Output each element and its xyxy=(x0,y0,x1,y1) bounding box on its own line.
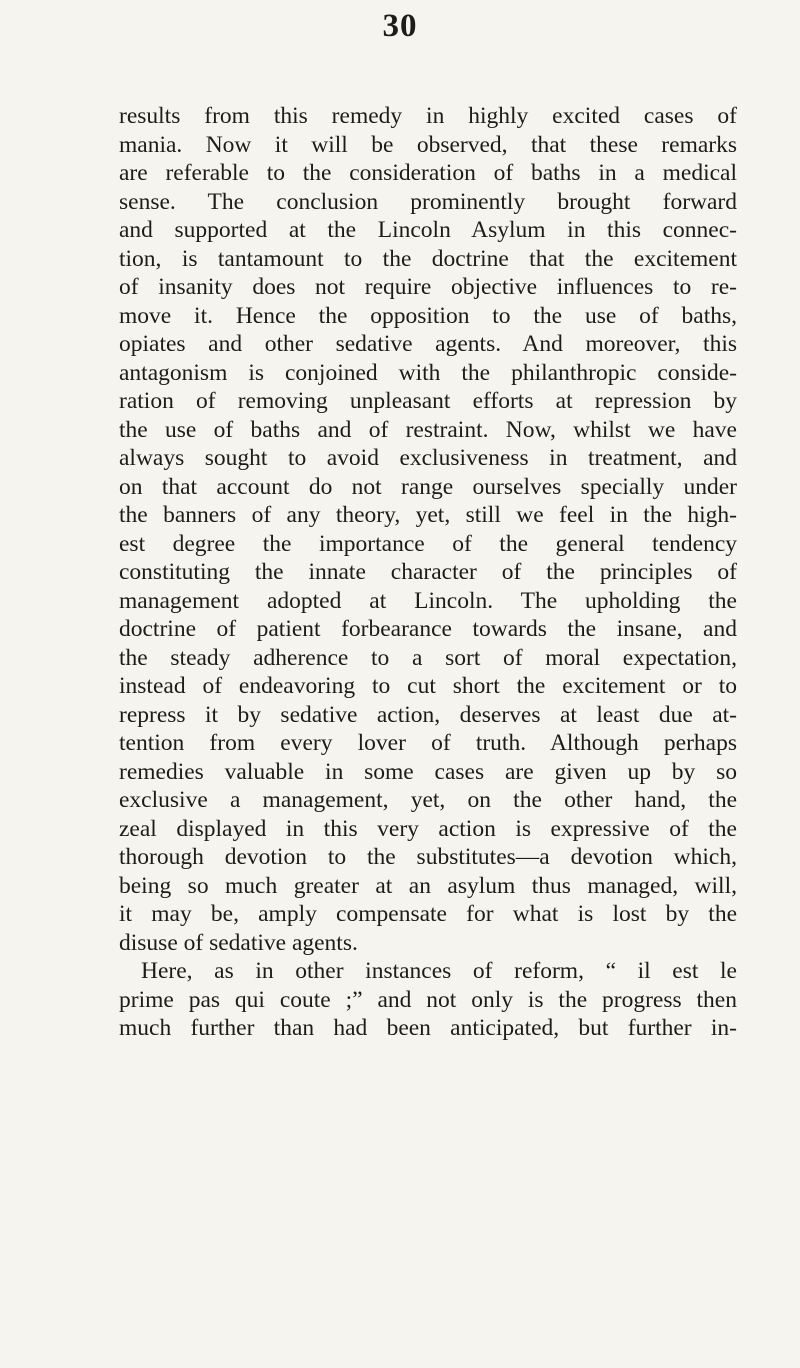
text-line: it may be, amply compensate for what is lost by the xyxy=(119,901,737,927)
text-line: est degree the importance of the general tendency xyxy=(119,530,737,557)
text-line: ration of removing unpleasant efforts at repression by xyxy=(119,388,737,414)
text-line: mania. Now it will be observed, that these remarks xyxy=(119,131,737,158)
text-line: thorough devotion to the substitutes—a devotion which, xyxy=(119,844,737,870)
text-line: being so much greater at an asylum thus managed, will, xyxy=(119,872,737,899)
body-text xyxy=(119,102,737,1043)
text-line: exclusive a management, yet, on the other hand, the xyxy=(119,787,737,813)
text-line: and supported at the Lincoln Asylum in this connec- xyxy=(119,217,737,243)
text-line: move it. Hence the opposition to the use of baths, xyxy=(119,302,737,329)
text-line: the use of baths and of restraint. Now, whilst we have xyxy=(119,416,737,443)
text-line: always sought to avoid exclusiveness in treatment, and xyxy=(119,445,737,471)
paragraph-start-line: Here, as in other instances of reform, “ il est le xyxy=(141,958,737,984)
text-line: instead of endeavoring to cut short the excitement or to xyxy=(119,673,737,699)
text-line: of insanity does not require objective influences to re- xyxy=(119,274,737,300)
text-line: tion, is tantamount to the doctrine that the excitement xyxy=(119,245,737,272)
text-line: remedies valuable in some cases are given up by so xyxy=(119,758,737,785)
paragraph-end-line: disuse of sedative agents. xyxy=(119,929,358,956)
text-line: the banners of any theory, yet, still we feel in the high- xyxy=(119,502,737,528)
text-line: sense. The conclusion prominently brought forward xyxy=(119,188,737,215)
text-line: prime pas qui coute ;” and not only is the progress then xyxy=(119,986,737,1013)
text-line: results from this remedy in highly excited cases of xyxy=(119,103,737,129)
text-line: opiates and other sedative agents. And moreover, this xyxy=(119,331,737,357)
text-line: tention from every lover of truth. Although perhaps xyxy=(119,730,737,756)
text-line: the steady adherence to a sort of moral expectation, xyxy=(119,644,737,671)
page-number: 30 xyxy=(382,8,418,44)
text-line: are referable to the consideration of baths in a medical xyxy=(119,160,737,186)
text-line: much further than had been anticipated, but further in- xyxy=(119,1015,737,1041)
text-line: management adopted at Lincoln. The upholding the xyxy=(119,587,737,614)
text-line: zeal displayed in this very action is expressive of the xyxy=(119,815,737,842)
text-line: constituting the innate character of the principles of xyxy=(119,559,737,585)
text-line: antagonism is conjoined with the philanthropic conside- xyxy=(119,359,737,386)
text-line: repress it by sedative action, deserves at least due at- xyxy=(119,701,737,728)
text-line: on that account do not range ourselves specially under xyxy=(119,473,737,500)
text-line: doctrine of patient forbearance towards the insane, and xyxy=(119,616,737,642)
